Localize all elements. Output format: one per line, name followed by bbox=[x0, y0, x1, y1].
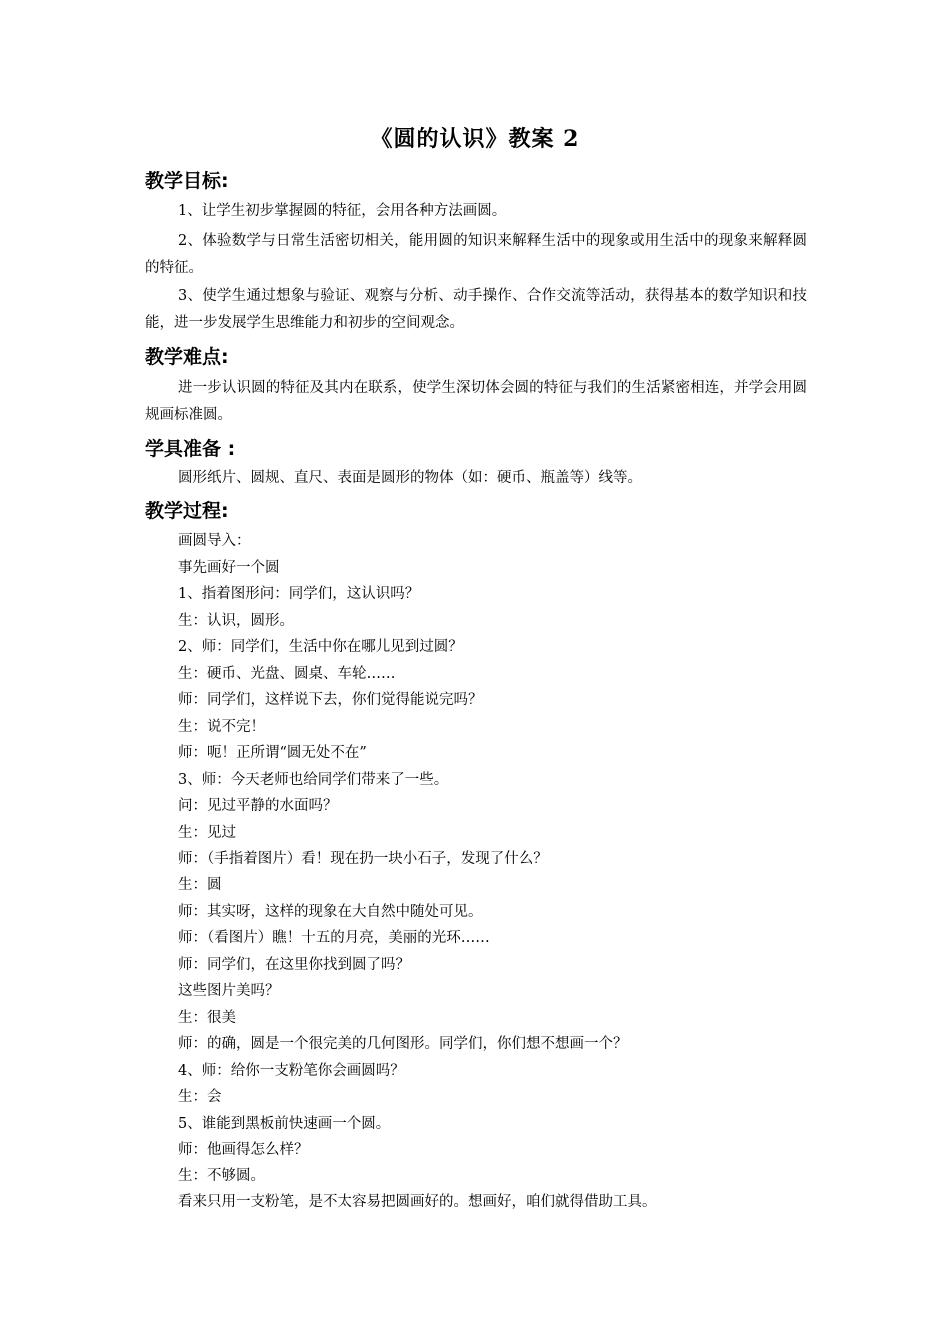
difficulty-text: 进一步认识圆的特征及其内在联系，使学生深切体会圆的特征与我们的生活紧密相连，并学会用圆规画标准圆。 bbox=[145, 380, 807, 423]
process-line: 问：见过平静的水面吗？ bbox=[178, 798, 338, 814]
document-title: 《圆的认识》教案 2 bbox=[370, 126, 580, 152]
process-line: 生：说不完！ bbox=[178, 719, 265, 735]
process-line: 事先画好一个圆 bbox=[178, 560, 280, 576]
process-line: 这些图片美吗？ bbox=[178, 983, 280, 999]
goal-item-2: 2、体验数学与日常生活密切相关，能用圆的知识来解释生活中的现象或用生活中的现象来解释圆的特征。 bbox=[145, 233, 807, 276]
process-line: 生：认识，圆形。 bbox=[178, 613, 294, 629]
process-line: 生：会 bbox=[178, 1089, 222, 1105]
process-line: 师：呃！正所谓“圆无处不在” bbox=[178, 745, 367, 761]
process-line: 4、师：给你一支粉笔你会画圆吗？ bbox=[178, 1063, 405, 1079]
process-line: 生：圆 bbox=[178, 877, 222, 893]
process-line: 师：同学们，这样说下去，你们觉得能说完吗？ bbox=[178, 692, 483, 708]
process-line: 生：不够圆。 bbox=[178, 1168, 265, 1184]
goals-heading: 教学目标: bbox=[145, 170, 229, 192]
process-line: 生：见过 bbox=[178, 825, 236, 841]
process-line: 师：（看图片）瞧！十五的月亮，美丽的光环…… bbox=[178, 930, 490, 946]
process-line: 师：其实呀，这样的现象在大自然中随处可见。 bbox=[178, 904, 483, 920]
goal-item-3: 3、使学生通过想象与验证、观察与分析、动手操作、合作交流等活动，获得基本的数学知识和技能，进一步发展学生思维能力和初步的空间观念。 bbox=[145, 288, 807, 331]
process-heading: 教学过程: bbox=[145, 500, 229, 522]
process-line: 师：的确，圆是一个很完美的几何图形。同学们，你们想不想画一个？ bbox=[178, 1036, 628, 1052]
process-line: 3、师：今天老师也给同学们带来了一些。 bbox=[178, 772, 449, 788]
process-line: 画圆导入： bbox=[178, 533, 251, 549]
materials-text: 圆形纸片、圆规、直尺、表面是圆形的物体（如：硬币、瓶盖等）线等。 bbox=[178, 470, 642, 486]
process-line: 师：同学们，在这里你找到圆了吗？ bbox=[178, 957, 410, 973]
difficulty-heading: 教学难点: bbox=[145, 346, 229, 368]
process-line: 师：（手指着图片）看！现在扔一块小石子，发现了什么？ bbox=[178, 851, 548, 867]
process-line: 2、师：同学们，生活中你在哪儿见到过圆？ bbox=[178, 639, 463, 655]
process-line: 5、谁能到黑板前快速画一个圆。 bbox=[178, 1116, 391, 1132]
materials-heading: 学具准备 : bbox=[145, 438, 236, 460]
process-line: 生：很美 bbox=[178, 1010, 236, 1026]
process-line: 1、指着图形问：同学们，这认识吗？ bbox=[178, 586, 420, 602]
process-line: 看来只用一支粉笔，是不太容易把圆画好的。想画好，咱们就得借助工具。 bbox=[178, 1194, 657, 1210]
process-line: 师：他画得怎么样？ bbox=[178, 1142, 309, 1158]
goal-item-1: 1、让学生初步掌握圆的特征，会用各种方法画圆。 bbox=[178, 203, 507, 219]
process-line: 生：硬币、光盘、圆桌、车轮…… bbox=[178, 666, 396, 682]
